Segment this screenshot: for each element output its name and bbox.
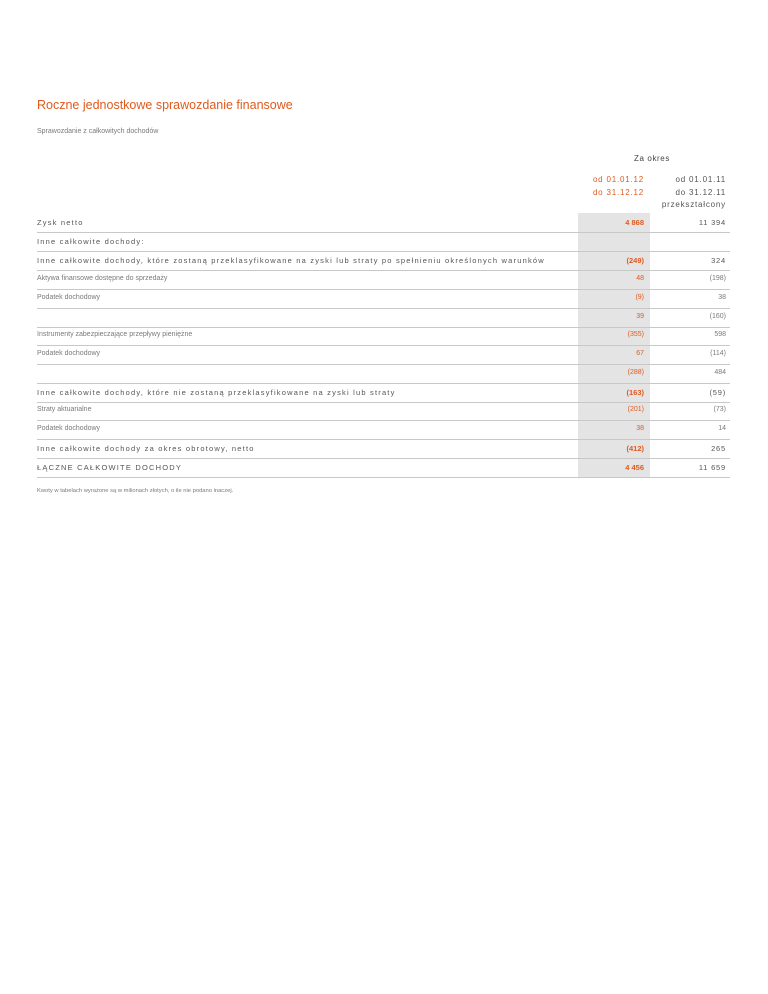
value-2012: (9) [635, 294, 644, 301]
value-2012: 39 [636, 313, 644, 320]
row-label: Podatek dochodowy [37, 294, 101, 301]
row-label: Straty aktuarialne [37, 406, 92, 413]
value-2012: (355) [627, 331, 644, 338]
row-label: Podatek dochodowy [37, 425, 101, 432]
row-label: Inne całkowite dochody, które zostaną przeklasyfikowane na zyski lub straty po spełnieniu określonych warunków [37, 256, 545, 265]
table-row [37, 439, 730, 459]
value-2012: 67 [636, 350, 644, 357]
column-header-2012 [578, 174, 644, 199]
value-2012: 4 868 [625, 218, 644, 227]
table-row [37, 420, 730, 440]
value-2011: 265 [711, 444, 726, 453]
table-row [37, 213, 730, 233]
row-label: Inne całkowite dochody, które nie zostaną przeklasyfikowane na zyski lub straty [37, 388, 396, 397]
value-2011: (59) [709, 388, 726, 397]
column-header-2011 [650, 174, 726, 212]
table-row [37, 308, 730, 328]
value-2012: (249) [626, 256, 644, 265]
row-label: Aktywa finansowe dostępne do sprzedaży [37, 275, 168, 282]
row-label: Zysk netto [37, 218, 84, 227]
column-header-line: przekształcony [661, 200, 726, 209]
footnote: Kwoty w tabelach wyrażone są w milionach złotych, o ile nie podano inaczej. [37, 488, 234, 494]
table-row [37, 364, 730, 384]
page-title: Roczne jednostkowe sprawozdanie finansowe [37, 98, 293, 112]
value-2011: 38 [718, 294, 726, 301]
section-subtitle: Sprawozdanie z całkowitych dochodów [37, 128, 159, 135]
value-2011: (114) [710, 350, 726, 357]
value-2012: (163) [626, 388, 644, 397]
value-2011: 598 [714, 331, 726, 338]
value-2011: (160) [709, 313, 726, 320]
table-row [37, 270, 730, 290]
value-2012: 48 [636, 275, 644, 282]
value-2011: 11 394 [698, 218, 726, 227]
column-header-line: od 01.01.12 [592, 175, 644, 184]
value-2012: 38 [636, 425, 644, 432]
table-row [37, 289, 730, 309]
value-2012: 4 456 [625, 463, 644, 472]
value-2011: (73) [713, 406, 726, 413]
value-2011: 14 [718, 425, 726, 432]
value-2011: 324 [711, 256, 726, 265]
row-label: Inne całkowite dochody: [37, 237, 145, 246]
table-row [37, 251, 730, 271]
value-2012: (412) [626, 444, 644, 453]
table-row [37, 402, 730, 421]
column-header-line: do 31.12.11 [675, 187, 726, 197]
table-row [37, 458, 730, 478]
table-row [37, 383, 730, 403]
row-label: Inne całkowite dochody za okres obrotowy, netto [37, 444, 255, 453]
value-2011: 484 [714, 369, 726, 376]
period-header: Za okres [634, 154, 670, 163]
table-row [37, 327, 730, 346]
column-header-line: do 31.12.12 [592, 187, 644, 197]
value-2011: 11 659 [698, 463, 726, 472]
row-label: Podatek dochodowy [37, 350, 101, 357]
row-label: Instrumenty zabezpieczające przepływy pieniężne [37, 331, 193, 338]
value-2012: (288) [627, 369, 644, 376]
value-2012: (201) [627, 406, 644, 413]
value-2011: (198) [709, 275, 726, 282]
row-label: ŁĄCZNE CAŁKOWITE DOCHODY [37, 463, 183, 472]
table-row [37, 232, 730, 252]
table-row [37, 345, 730, 365]
column-header-line: od 01.01.11 [675, 175, 726, 184]
